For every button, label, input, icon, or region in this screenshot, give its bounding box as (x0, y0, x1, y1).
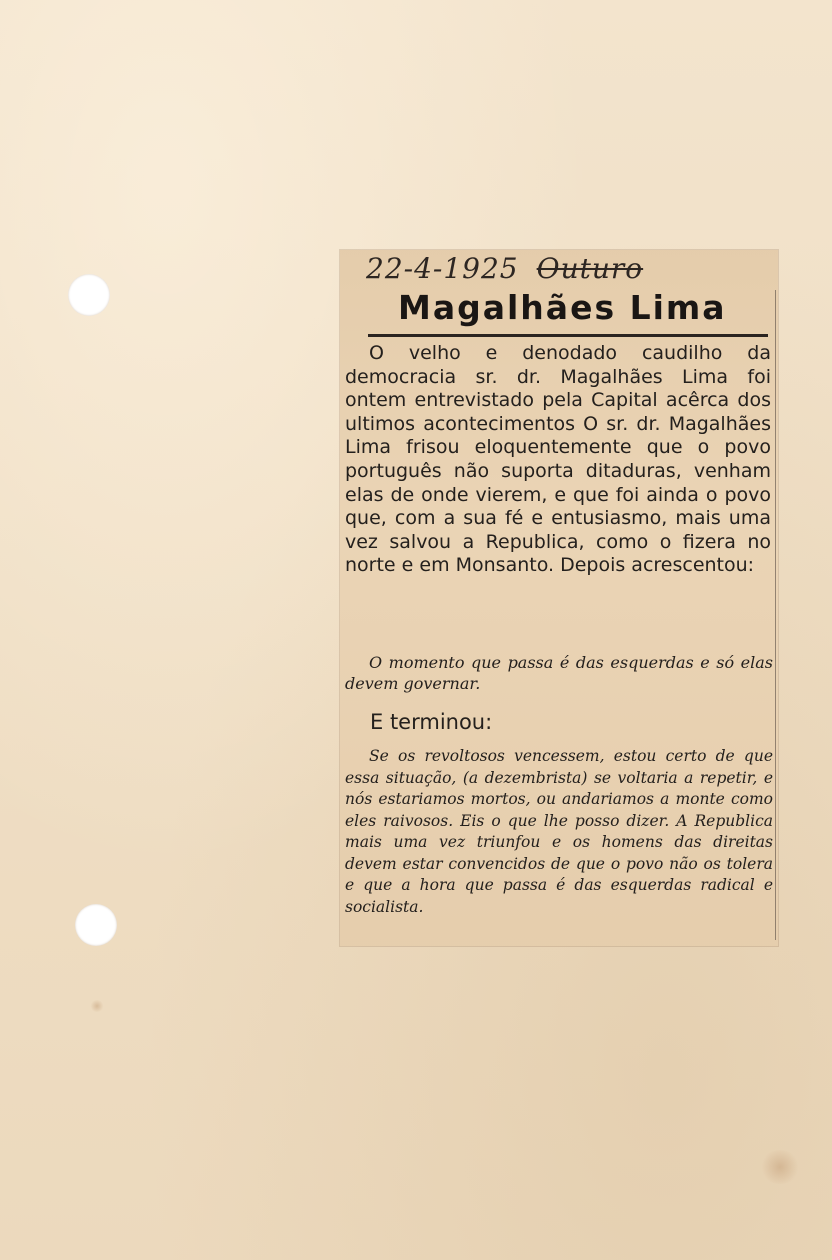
handwritten-date: 22-4-1925 (366, 252, 519, 285)
headline-rule (368, 334, 768, 337)
quote-two-text: Se os revoltosos vencessem, estou certo de que essa situação, (a dezembrista) se voltaria a repetir, e nós estariamos mortos, ou andariamos a monte como eles raivosos. Eis o que lhe posso dizer. A Republica mais uma vez triunfou e os homens das direitas devem estar convencidos de que o povo não os tolera e que a hora que passa é das esquerdas radical e socialista. (345, 747, 773, 916)
clipping-edge (775, 290, 776, 940)
article-paragraph: O velho e denodado caudilho da democracia sr. dr. Magalhães Lima foi ontem entrevistado pela Capital acêrca dos ultimos acontecimentos O sr. dr. Magalhães Lima frisou eloquentemente que o povo português não suporta ditaduras, venham elas de onde vierem, e que foi ainda o povo que, com a sua fé e entusiasmo, mais uma vez salvou a Republica, como o fizera no norte e em Monsanto. Depois acrescentou: (345, 342, 771, 577)
handwritten-annotation (366, 252, 643, 285)
article-body (345, 342, 771, 578)
quote-block-two (345, 746, 773, 918)
quote-block-one (345, 652, 773, 694)
terminou-label: E terminou: (370, 710, 493, 734)
punch-hole-bottom (75, 904, 117, 946)
handwritten-source: Outuro (536, 252, 644, 285)
punch-hole-top (68, 274, 110, 316)
newspaper-clipping (340, 250, 778, 946)
article-headline: Magalhães Lima (398, 288, 727, 327)
quote-one-text: O momento que passa é das esquerdas e só elas devem governar. (345, 653, 773, 693)
paper-stain (90, 1000, 104, 1012)
paper-stain (760, 1150, 800, 1184)
